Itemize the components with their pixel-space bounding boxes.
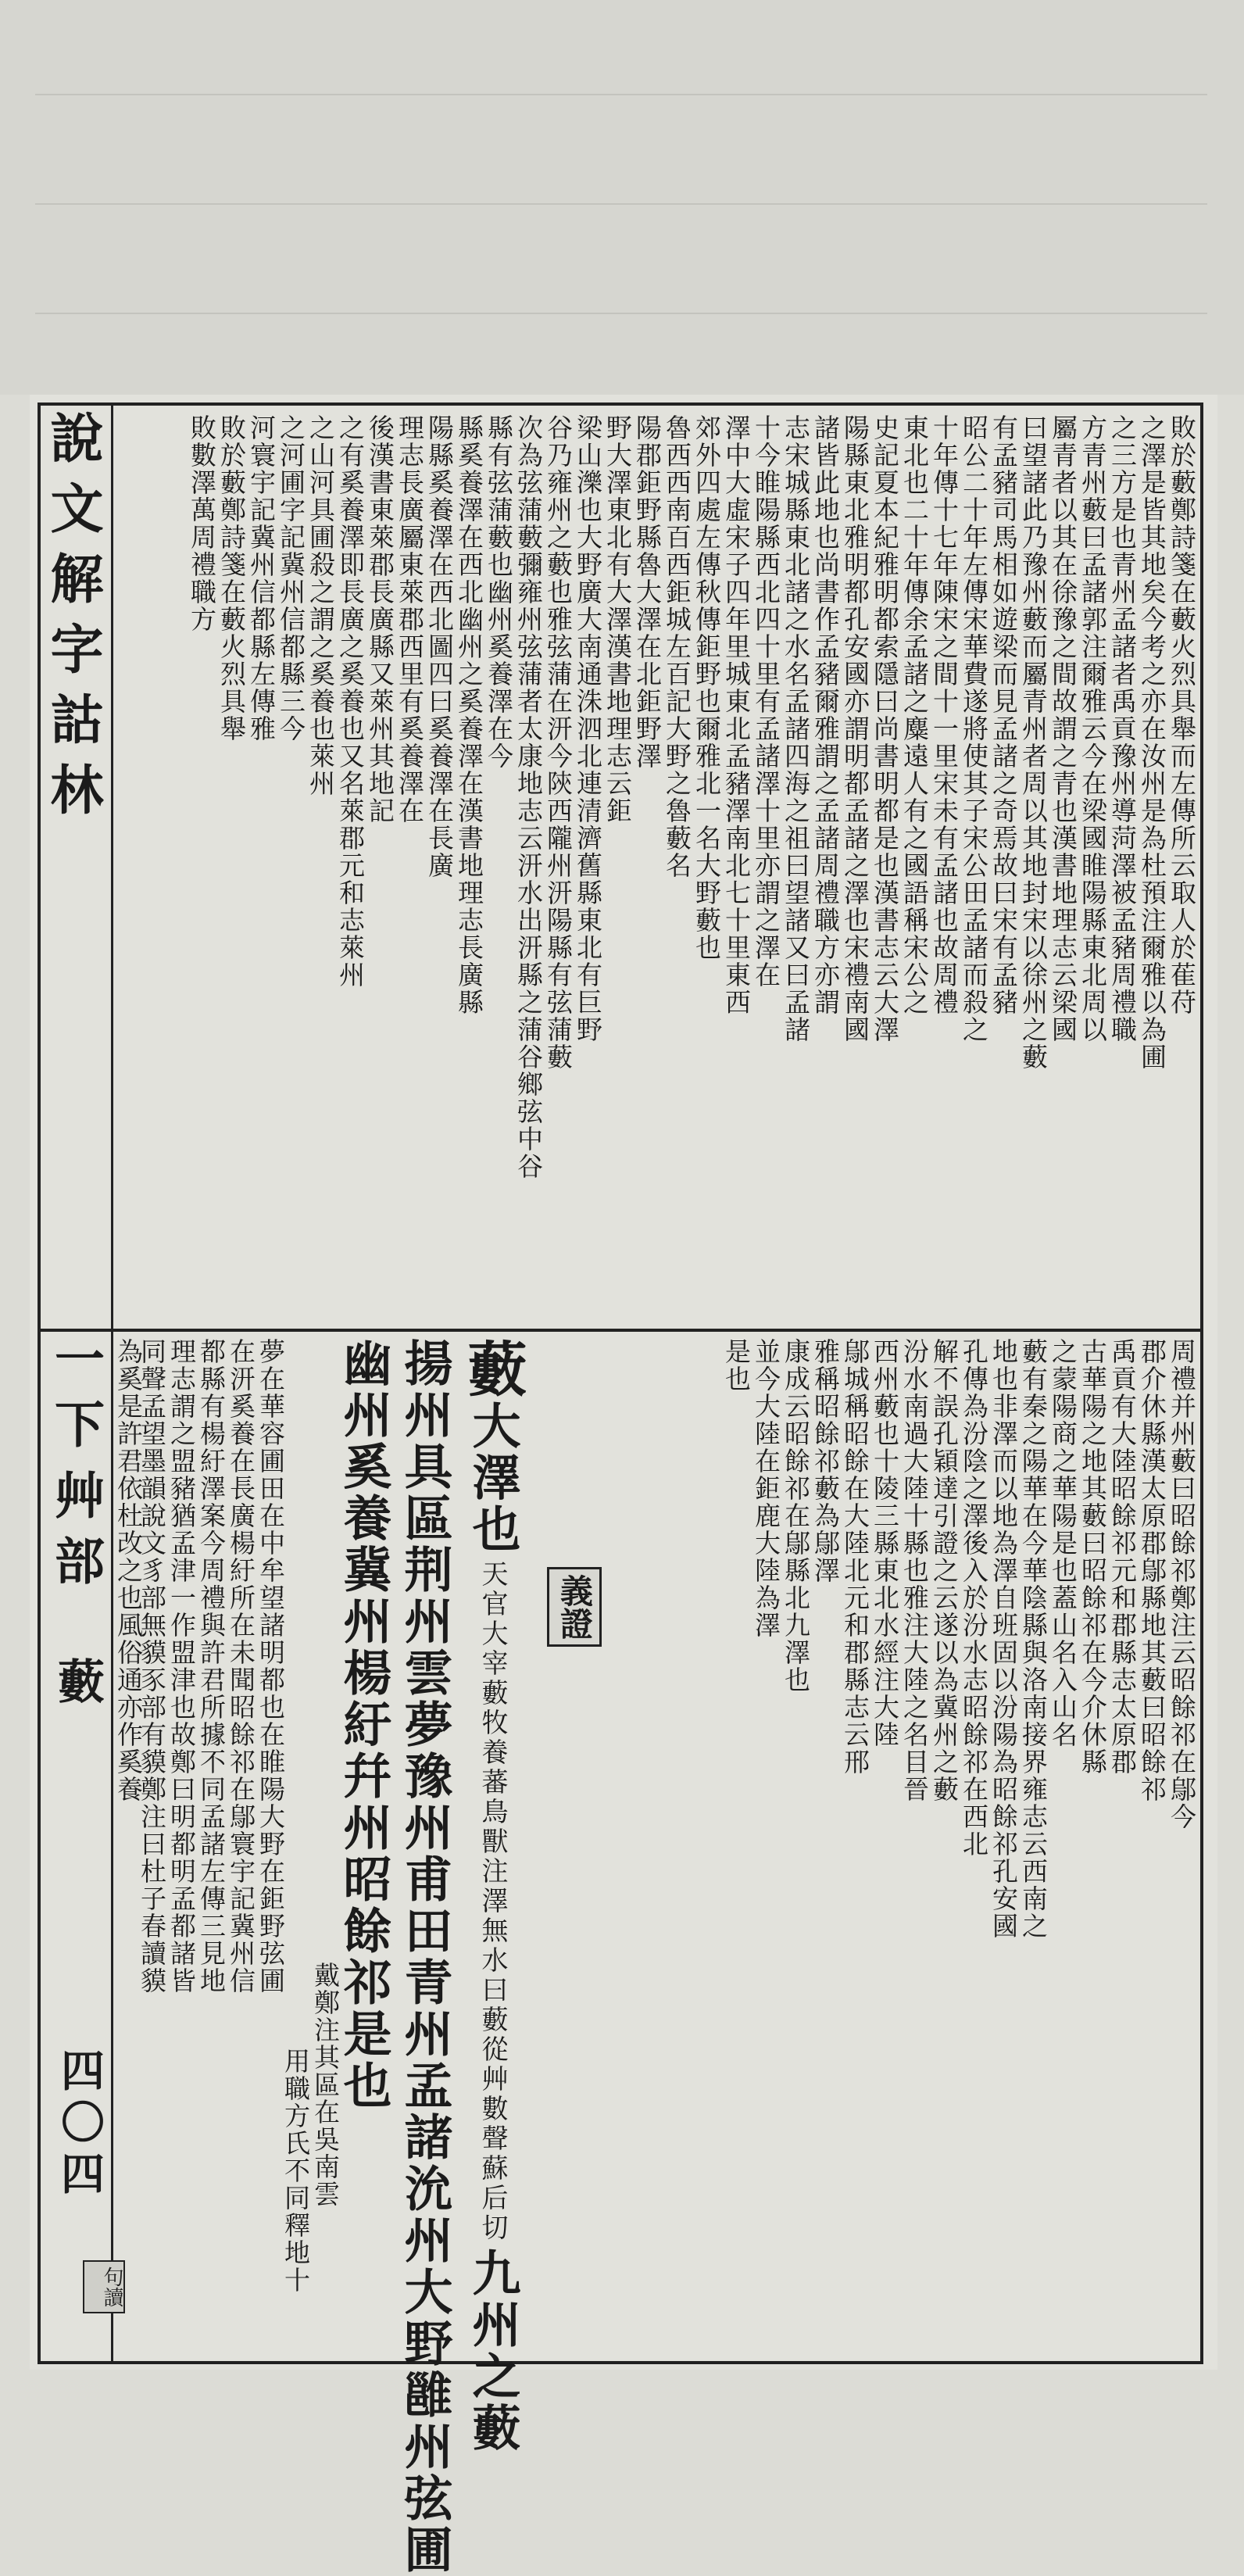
book-title: 說文解字詁林 — [41, 410, 104, 832]
upper-col: 陽縣東北雅明都孔安國亦謂明都孟諸之澤也宋禮南國 — [840, 414, 870, 1043]
upper-col: 河寰宇記冀州信都縣左傳雅 — [246, 414, 277, 742]
volume: 一下 — [46, 1333, 105, 1464]
classic-line: 揚州具區荆州雲夢豫州甫田青州孟諸沇州大野雝州弦圃 — [396, 1338, 453, 2576]
lower-col: 郡介休縣漢太原郡鄔縣地其藪曰昭餘祁 — [1137, 1338, 1167, 1803]
upper-col: 方青州藪曰孟諸郭注爾雅云今在梁國睢陽縣東北周以 — [1078, 414, 1108, 1043]
upper-col: 志宋城縣東北諸之水名孟諸四海之祖曰望諸又曰孟諸 — [781, 414, 811, 1043]
upper-col: 史記夏本紀雅明都索隱曰尚書明都是也漢書志云大澤 — [870, 414, 900, 1043]
upper-col: 之三方是也青州孟諸者禹貢豫州導菏澤被孟豬周禮職 — [1107, 414, 1138, 1043]
upper-col: 之山河具圃殺之謂之奚養也萊州 — [306, 414, 336, 797]
upper-col: 陽郡鉅野縣魯大澤在北鉅野澤 — [632, 414, 663, 770]
upper-col: 次為弦蒲藪彌雍州弦蒲者太康地志云汧水出汧縣之蒲谷鄉弦中谷 — [513, 414, 544, 1180]
upper-col: 十年傳十七年陳宋之間十一里宋未有孟諸也故周禮 — [929, 414, 960, 1016]
upper-col: 曰望諸此乃豫州藪而屬青州者周以其地封宋以徐州之藪 — [1018, 414, 1049, 1071]
headword: 藪 — [458, 1338, 527, 1401]
note-col: 用職方氏不同釋地十 — [281, 2048, 311, 2294]
top-margin — [0, 0, 1244, 395]
note-col: 理志謂之盟豬猶孟津一作盟津也故鄭曰明都明孟都諸皆 — [166, 1338, 197, 1995]
lower-col: 雅稱昭餘祁藪為鄔澤 — [810, 1338, 841, 1584]
upper-col: 屬青者以其在徐豫之間故謂之青也漢書地理志云梁國 — [1048, 414, 1078, 1043]
headword-notes: 天官大宰藪牧養蕃鳥獸注澤無水曰藪從艸數聲蘇后切 — [477, 1560, 508, 2243]
upper-col: 澤中大虛宋子四年里城東北孟豬澤南北七十里東西 — [721, 414, 752, 1016]
upper-col: 之澤是皆其地矣今考之亦在汝州是為杜預注爾雅以為圃 — [1137, 414, 1167, 1071]
upper-col: 野大澤東北有大澤漢書地理志云鉅 — [602, 414, 633, 825]
note-col: 在汧奚養在長廣楊紆所在未聞昭餘祁在鄔寰宇記冀州信 — [226, 1338, 256, 1995]
lower-col: 藪有秦之陽華在今華陰縣與洛南接界雍志云西南之 — [1018, 1338, 1049, 1940]
upper-col: 郊外四處左傳秋傳鉅野也爾雅北一名大野藪也 — [692, 414, 722, 961]
lower-col: 康成云昭餘祁在鄔縣北九澤也 — [781, 1338, 811, 1694]
note-col: 同聲孟望墨韻說文豸部無貘豕部有貘鄭注曰杜子春讀貘 — [137, 1338, 167, 1995]
upper-col: 敗數澤萬周禮職方 — [187, 414, 217, 633]
bleed-line — [35, 203, 1207, 205]
headword-tail: 九州之藪 — [464, 2248, 521, 2454]
note-col: 都縣有楊紆澤案今周禮與許君所據不同孟諸左傳三見地 — [196, 1338, 227, 1995]
upper-col: 十今睢陽縣西北四十里有孟諸澤十里亦謂之澤在 — [751, 414, 781, 989]
upper-col: 魯西西南百西鉅城左百記大野之魯藪名 — [662, 414, 692, 879]
lower-col: 汾水南過大陸十縣也雅注大陸之名目晉 — [899, 1338, 930, 1803]
upper-col: 敗於藪鄭詩箋在藪火烈具舉 — [216, 414, 247, 742]
entry-char-margin: 藪 — [50, 1657, 105, 1719]
upper-col: 梁山濼也大野廣大南通洙泗北連清濟舊縣東北有巨野 — [573, 414, 603, 1043]
lower-col: 西州藪也十陵三縣東北水經注大陸 — [870, 1338, 900, 1748]
upper-col: 敗於藪鄭詩箋在藪火烈具舉而左傳所云取人於萑苻 — [1167, 414, 1197, 1016]
upper-col: 理志長廣屬東萊郡西里有奚養澤在 — [395, 414, 425, 825]
upper-col: 有孟豬司馬相如遊梁而見孟諸之奇焉故曰宋有孟豬 — [988, 414, 1019, 1016]
lower-col: 地也非澤而以地為澤自班固以汾陽為昭餘祁孔安國 — [988, 1338, 1019, 1940]
lower-col: 孔傳為汾陰之澤後入於汾水志昭餘祁在西北 — [959, 1338, 989, 1858]
upper-col: 之有奚養澤即長廣之奚養也又名萊郡元和志萊州 — [335, 414, 366, 989]
volume-section — [41, 1333, 111, 1464]
corner-mark: 句讀 — [83, 2260, 125, 2313]
middle-rule — [41, 1329, 1200, 1332]
note-col: 夢在華容圃田在中牟望諸明都也在睢陽大野在鉅野弦圃 — [256, 1338, 286, 1995]
section-name: 艸部 — [46, 1469, 105, 1601]
note-col: 戴鄭注其區在吳南雲 — [310, 1962, 341, 2208]
upper-col: 陽縣奚養澤在西北圖四曰奚養澤在長廣 — [424, 414, 455, 879]
lower-col: 之蒙陽商之華陽是也蓋山名入山名 — [1048, 1338, 1078, 1748]
lower-col: 鄔城稱昭餘在大陸北元和郡縣志云邢 — [840, 1338, 870, 1776]
upper-col: 之河圃字記冀州信都縣三今 — [276, 414, 306, 742]
note-col: 為奚是許君依杜改之也風俗通亦作奚養 — [113, 1338, 144, 1803]
lower-col: 禹貢有大陸昭餘祁元和郡縣志太原郡 — [1107, 1338, 1138, 1776]
bleed-line — [35, 313, 1207, 314]
upper-col: 谷乃雍州之藪也雅弦蒲在汧今陝西隴州汧陽縣有弦蒲藪 — [543, 414, 574, 1071]
upper-col: 後漢書東萊郡長廣縣又萊州其地記 — [365, 414, 395, 825]
headword-definition: 大澤也 — [464, 1401, 521, 1555]
classic-line: 幽州奚養冀州楊紆幷州昭餘祁是也 — [335, 1338, 392, 2112]
upper-col: 諸皆此地也尚書作孟豬爾雅謂之孟諸周禮職方亦謂 — [810, 414, 841, 1016]
upper-col: 東北也二十年傳余孟諸之麋遠人有之國語稱宋公之 — [899, 414, 930, 1016]
lower-col: 古華陽之地其藪曰昭餘祁在今介休縣 — [1078, 1338, 1108, 1776]
page-number: 四〇四 — [54, 2048, 105, 2202]
lower-col: 解不誤孔穎達引證之云遂以為冀州之藪 — [929, 1338, 960, 1803]
headword-column — [458, 1338, 527, 2454]
gloss-badge: 義證 — [547, 1567, 602, 1647]
upper-col: 縣奚養澤在西北幽州之奚養澤在漢書地理志長廣縣 — [454, 414, 484, 1016]
lower-col: 是也 — [721, 1338, 752, 1393]
bleed-line — [35, 94, 1207, 95]
lower-col: 周禮并州藪曰昭餘祁鄭注云昭餘祁在鄔今 — [1167, 1338, 1197, 1830]
lower-col: 並今大陸在鉅鹿大陸為澤 — [751, 1338, 781, 1639]
upper-col: 昭公二十年左傳宋華費遂將使其子宋公田孟諸而殺之 — [959, 414, 989, 1043]
upper-col: 縣有弦蒲藪也幽州奚養澤在今 — [484, 414, 514, 770]
